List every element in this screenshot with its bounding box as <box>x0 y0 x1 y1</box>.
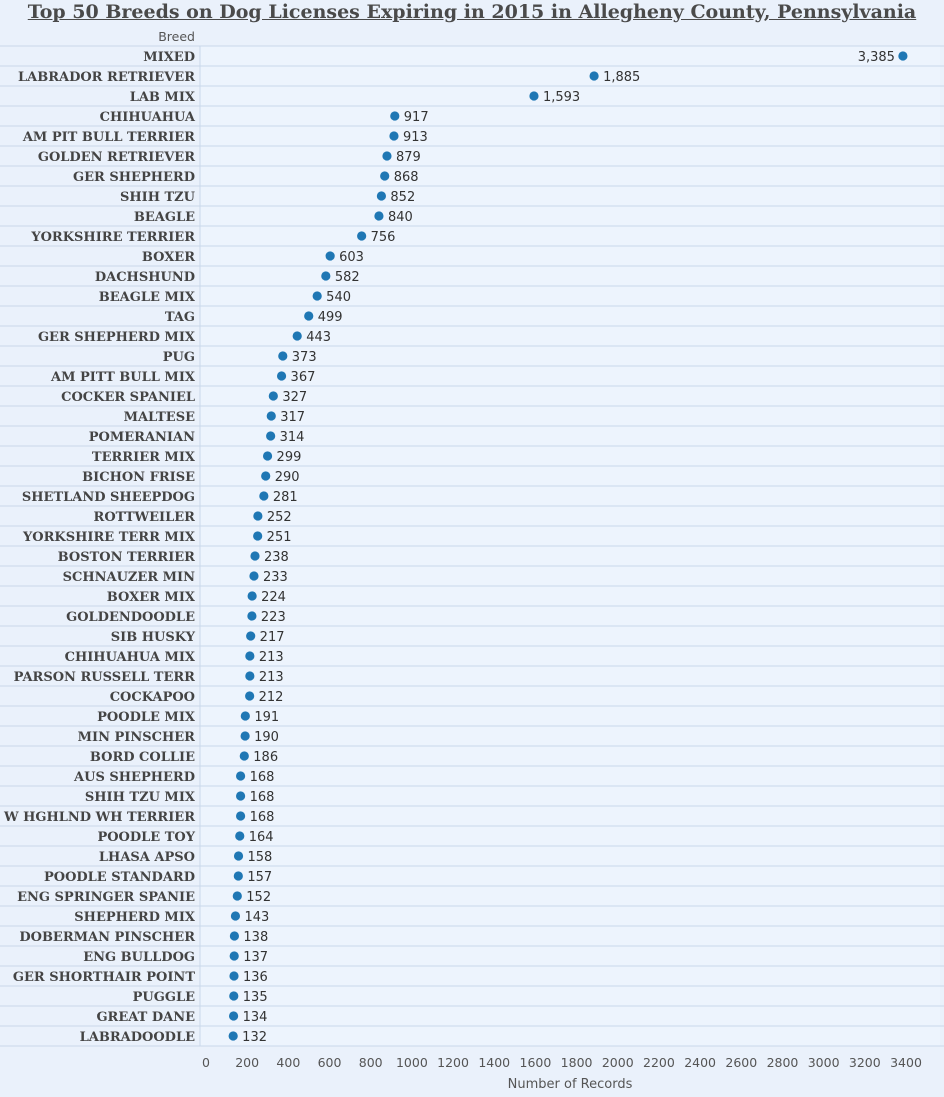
data-point <box>236 771 245 780</box>
value-label: 540 <box>326 290 352 305</box>
data-point <box>266 431 275 440</box>
value-label: 868 <box>393 170 419 185</box>
value-label: 212 <box>258 690 284 705</box>
value-label: 913 <box>402 130 428 145</box>
x-tick-label: 800 <box>358 1055 383 1070</box>
data-point <box>235 831 244 840</box>
breed-label: SHIH TZU MIX <box>84 790 195 805</box>
value-label: 223 <box>260 610 286 625</box>
x-tick-label: 2000 <box>601 1055 634 1070</box>
value-label: 314 <box>279 430 305 445</box>
breed-label: SIB HUSKY <box>110 630 195 645</box>
breed-label: BEAGLE MIX <box>98 290 195 305</box>
data-point <box>529 91 538 100</box>
data-point <box>267 411 276 420</box>
y-axis-header: Breed <box>158 29 195 44</box>
value-label: 603 <box>339 250 364 265</box>
data-point <box>240 751 249 760</box>
breed-label: PARSON RUSSELL TERR <box>13 670 195 685</box>
value-label: 582 <box>334 270 360 285</box>
value-label: 251 <box>266 530 292 545</box>
value-label: 138 <box>243 930 269 945</box>
value-label: 840 <box>387 210 413 225</box>
data-point <box>253 531 262 540</box>
breed-label: ROTTWEILER <box>93 510 195 525</box>
data-point <box>589 71 598 80</box>
breed-label: CHIHUAHUA <box>99 110 195 125</box>
breed-label: BEAGLE <box>133 210 195 225</box>
x-tick-label: 1400 <box>478 1055 511 1070</box>
value-label: 135 <box>242 990 268 1005</box>
breed-label: DACHSHUND <box>94 270 195 285</box>
value-label: 213 <box>258 670 284 685</box>
x-axis-ticks <box>202 1055 922 1070</box>
data-point <box>374 211 383 220</box>
data-point <box>357 231 366 240</box>
breed-label: TAG <box>164 310 195 325</box>
x-tick-label: 1600 <box>519 1055 552 1070</box>
value-label: 157 <box>247 870 273 885</box>
value-label: 132 <box>242 1030 268 1045</box>
data-point <box>248 591 257 600</box>
data-point <box>326 251 335 260</box>
value-label: 499 <box>317 310 343 325</box>
breed-label: TERRIER MIX <box>91 450 195 465</box>
breed-label: POMERANIAN <box>88 430 195 445</box>
data-point <box>293 331 302 340</box>
breed-labels <box>3 50 196 1045</box>
data-point <box>277 371 286 380</box>
value-label: 327 <box>282 390 308 405</box>
x-tick-label: 1200 <box>437 1055 469 1070</box>
data-point <box>377 191 386 200</box>
value-label: 164 <box>248 830 274 845</box>
data-point <box>382 151 391 160</box>
x-tick-label: 2600 <box>725 1055 758 1070</box>
breed-label: SCHNAUZER MIN <box>62 570 195 585</box>
value-label: 168 <box>249 810 275 825</box>
data-point <box>229 1031 238 1040</box>
breed-label: GER SHEPHERD MIX <box>37 330 195 345</box>
data-point <box>321 271 330 280</box>
breed-label: GER SHORTHAIR POINT <box>12 970 195 985</box>
value-label: 281 <box>272 490 298 505</box>
value-label: 917 <box>403 110 429 125</box>
x-tick-label: 600 <box>317 1055 342 1070</box>
data-point <box>245 651 254 660</box>
breed-label: LABRADOR RETRIEVER <box>17 70 195 85</box>
x-tick-label: 1000 <box>395 1055 428 1070</box>
value-label: 152 <box>246 890 272 905</box>
value-label: 1,593 <box>542 90 581 105</box>
breed-label: LHASA APSO <box>98 850 195 865</box>
value-label: 1,885 <box>603 70 641 85</box>
value-label: 190 <box>254 730 279 745</box>
breed-label: YORKSHIRE TERRIER <box>31 230 195 245</box>
breed-label: MALTESE <box>123 410 195 425</box>
data-point <box>390 111 399 120</box>
breed-label: COCKER SPANIEL <box>61 390 195 405</box>
breed-label: MIXED <box>143 50 195 65</box>
value-label: 158 <box>247 850 273 865</box>
x-tick-label: 1800 <box>560 1055 593 1070</box>
value-label: 191 <box>254 710 280 725</box>
breed-label: GER SHEPHERD <box>73 170 195 185</box>
x-tick-label: 3000 <box>807 1055 840 1070</box>
data-point <box>241 711 250 720</box>
breed-label: LAB MIX <box>129 90 195 105</box>
value-label: 367 <box>290 370 316 385</box>
x-tick-label: 200 <box>235 1055 260 1070</box>
value-label: 168 <box>249 790 275 805</box>
data-point <box>234 851 243 860</box>
value-label: 852 <box>390 190 416 205</box>
data-point <box>245 671 254 680</box>
data-point <box>250 551 259 560</box>
breed-label: GREAT DANE <box>96 1010 195 1025</box>
value-label: 137 <box>243 950 269 965</box>
x-tick-label: 2200 <box>643 1055 675 1070</box>
value-label: 290 <box>274 470 300 485</box>
breed-label: ENG SPRINGER SPANIE <box>17 890 195 905</box>
data-point <box>234 871 243 880</box>
value-label: 317 <box>280 410 306 425</box>
value-label: 756 <box>370 230 396 245</box>
data-point <box>230 951 239 960</box>
x-tick-label: 0 <box>202 1055 210 1070</box>
value-label: 143 <box>244 910 270 925</box>
breed-label: POODLE TOY <box>97 830 195 845</box>
data-point <box>236 811 245 820</box>
value-label: 443 <box>306 330 332 345</box>
value-label: 233 <box>262 570 288 585</box>
breed-label: SHIH TZU <box>119 190 195 205</box>
breed-label: BOXER MIX <box>106 590 195 605</box>
data-point <box>249 571 258 580</box>
breed-label: SHEPHERD MIX <box>74 910 195 925</box>
breed-label: W HGHLND WH TERRIER <box>3 810 195 825</box>
x-tick-label: 2800 <box>766 1055 799 1070</box>
breed-label: MIN PINSCHER <box>77 730 195 745</box>
data-point <box>898 51 907 60</box>
data-point <box>246 631 255 640</box>
breed-label: CHIHUAHUA MIX <box>64 650 195 665</box>
x-tick-label: 3400 <box>890 1055 922 1070</box>
chart-title: Top 50 Breeds on Dog Licenses Expiring in 2015 in Allegheny County, Pennsylvania <box>27 1 917 23</box>
data-point <box>229 1011 238 1020</box>
data-point <box>259 491 268 500</box>
value-label: 213 <box>258 650 284 665</box>
value-label: 224 <box>261 590 286 605</box>
x-axis-title: Number of Records <box>507 1077 633 1092</box>
breed-label: PUGGLE <box>132 990 195 1005</box>
data-point <box>313 291 322 300</box>
value-label: 186 <box>253 750 279 765</box>
data-point <box>253 511 262 520</box>
x-tick-label: 2400 <box>684 1055 717 1070</box>
breed-label: GOLDENDOODLE <box>66 610 195 625</box>
breed-label: YORKSHIRE TERR MIX <box>23 530 195 545</box>
breed-label: BICHON FRISE <box>82 470 195 485</box>
value-label: 134 <box>242 1010 268 1025</box>
value-label: 252 <box>266 510 292 525</box>
data-point <box>233 891 242 900</box>
x-tick-label: 3200 <box>848 1055 881 1070</box>
breed-label: SHETLAND SHEEPDOG <box>21 490 195 505</box>
data-point <box>269 391 278 400</box>
data-point <box>231 911 240 920</box>
data-point <box>245 691 254 700</box>
breed-label: BOXER <box>141 250 195 265</box>
data-point <box>247 611 256 620</box>
breed-label: AM PITT BULL MIX <box>51 370 195 385</box>
value-label: 217 <box>259 630 285 645</box>
breed-label: AUS SHEPHERD <box>74 770 195 785</box>
breed-label: ENG BULLDOG <box>83 950 195 965</box>
breed-label: POODLE MIX <box>97 710 195 725</box>
data-point <box>389 131 398 140</box>
data-point <box>241 731 250 740</box>
breed-label: BOSTON TERRIER <box>57 550 195 565</box>
data-point <box>261 471 270 480</box>
value-label: 3,385 <box>857 50 895 65</box>
value-label: 168 <box>249 770 275 785</box>
breed-label: GOLDEN RETRIEVER <box>37 150 195 165</box>
data-point <box>304 311 313 320</box>
breed-label: DOBERMAN PINSCHER <box>19 930 195 945</box>
breed-label: BORD COLLIE <box>89 750 195 765</box>
data-point <box>229 991 238 1000</box>
breed-label: PUG <box>162 350 195 365</box>
x-tick-label: 400 <box>276 1055 301 1070</box>
value-label: 879 <box>395 150 421 165</box>
breed-label: AM PIT BULL TERRIER <box>22 130 195 145</box>
value-label: 136 <box>243 970 268 985</box>
value-label: 299 <box>276 450 302 465</box>
breed-label: POODLE STANDARD <box>43 870 195 885</box>
value-label: 238 <box>264 550 289 565</box>
data-point <box>278 351 287 360</box>
data-point <box>263 451 272 460</box>
data-point <box>230 931 239 940</box>
value-label: 373 <box>291 350 317 365</box>
breed-label: LABRADOODLE <box>79 1030 195 1045</box>
data-point <box>380 171 389 180</box>
data-point <box>236 791 245 800</box>
data-point <box>229 971 238 980</box>
breed-label: COCKAPOO <box>109 690 195 705</box>
